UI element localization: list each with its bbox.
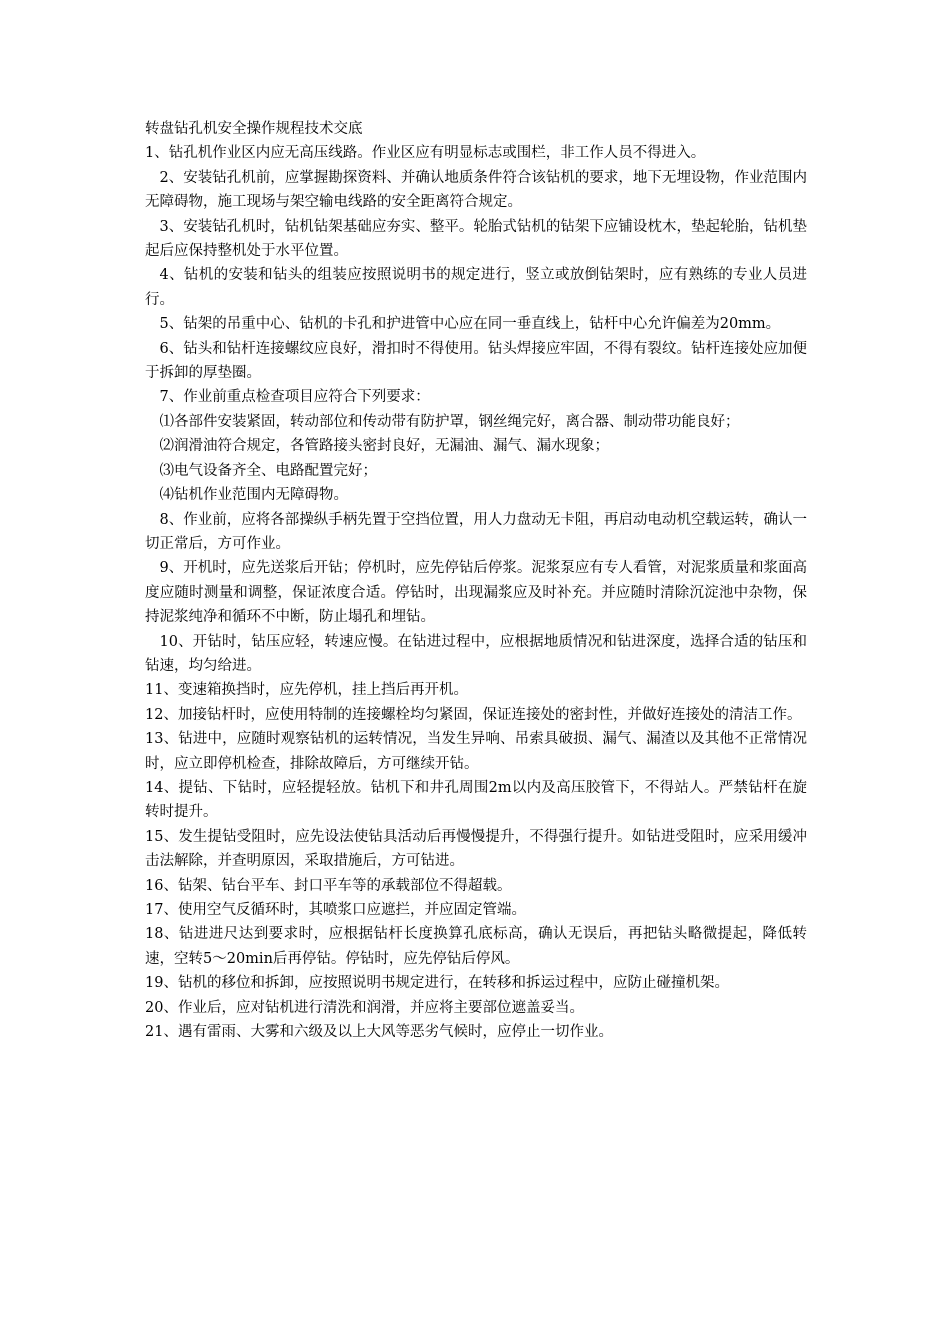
document-title: 转盘钻孔机安全操作规程技术交底 <box>145 121 363 137</box>
paragraph-item: 2、安装钻孔机前，应掌握勘探资料、并确认地质条件符合该钻机的要求，地下无埋设物，作业范围内无障碍物，施工现场与架空输电线路的安全距离符合规定。 <box>145 169 807 211</box>
paragraph-item: 12、加接钻杆时，应使用特制的连接螺栓均匀紧固，保证连接处的密封性，并做好连接处的清洁工作。 <box>145 706 802 723</box>
paragraph-item: 10、开钻时，钻压应轻，转速应慢。在钻进过程中，应根据地质情况和钻进深度，选择合适的钻压和钻速，均匀给进。 <box>145 633 807 674</box>
paragraph-item: ⑶电气设备齐全、电路配置完好； <box>159 462 377 479</box>
paragraph-item: 20、作业后，应对钻机进行清洗和润滑，并应将主要部位遮盖妥当。 <box>145 999 584 1016</box>
paragraph-item: 14、提钻、下钻时，应轻提轻放。钻机下和井孔周围2m以内及高压胶管下，不得站人。严禁钻杆在旋转时提升。 <box>145 779 807 821</box>
paragraph-item: 11、变速箱换挡时，应先停机，挂上挡后再开机。 <box>145 682 468 699</box>
paragraph-item: 18、钻进进尺达到要求时，应根据钻杆长度换算孔底标高，确认无误后，再把钻头略微提起，降低转速，空转5～20min后再停钻。停钻时，应先停钻后停风。 <box>145 926 807 967</box>
paragraph-item: ⑵润滑油符合规定，各管路接头密封良好，无漏油、漏气、漏水现象； <box>159 438 609 455</box>
paragraph-item: 5、钻架的吊重中心、钻机的卡孔和护进管中心应在同一垂直线上，钻杆中心允许偏差为20mm。 <box>159 316 781 333</box>
paragraph-item: 6、钻头和钻杆连接螺纹应良好，滑扣时不得使用。钻头焊接应牢固，不得有裂纹。钻杆连接处应加便于拆卸的厚垫圈。 <box>145 340 807 382</box>
paragraph-item: 13、钻进中，应随时观察钻机的运转情况，当发生异响、吊索具破损、漏气、漏渣以及其他不正常情况时，应立即停机检查，排除故障后，方可继续开钻。 <box>145 731 807 772</box>
paragraph-item: 3、安装钻孔机时，钻机钻架基础应夯实、整平。轮胎式钻机的钻架下应铺设枕木，垫起轮胎，钻机垫起后应保持整机处于水平位置。 <box>145 218 807 260</box>
paragraph-item: 16、钻架、钻台平车、封口平车等的承载部位不得超载。 <box>145 877 512 894</box>
paragraph-item: 17、使用空气反循环时，其喷浆口应遮拦，并应固定管端。 <box>145 902 526 918</box>
paragraph-item: 19、钻机的移位和拆卸，应按照说明书规定进行，在转移和拆运过程中，应防止碰撞机架。 <box>145 975 729 992</box>
paragraph-item: ⑴各部件安装紧固，转动部位和传动带有防护罩，钢丝绳完好，离合器、制动带功能良好； <box>159 413 740 430</box>
paragraph-item: 8、作业前，应将各部操纵手柄先置于空挡位置，用人力盘动无卡阻，再启动电动机空载运转，确认一切正常后，方可作业。 <box>145 511 807 552</box>
paragraph-list <box>145 141 807 1044</box>
paragraph-item: 1、钻孔机作业区内应无高压线路。作业区应有明显标志或围栏，非工作人员不得进入。 <box>145 145 706 162</box>
paragraph-item: 7、作业前重点检查项目应符合下列要求： <box>159 389 430 406</box>
paragraph-item: 4、钻机的安装和钻头的组装应按照说明书的规定进行，竖立或放倒钻架时，应有熟练的专业人员进行。 <box>145 267 807 308</box>
document-body <box>145 117 807 1044</box>
paragraph-item: ⑷钻机作业范围内无障碍物。 <box>159 487 348 504</box>
paragraph-item: 15、发生提钻受阻时，应先设法使钻具活动后再慢慢提升，不得强行提升。如钻进受阻时，应采用缓冲击法解除，并查明原因，采取措施后，方可钻进。 <box>145 828 807 870</box>
paragraph-item: 9、开机时，应先送浆后开钻；停机时，应先停钻后停浆。泥浆泵应有专人看管，对泥浆质量和浆面高度应随时测量和调整，保证浓度合适。停钻时，出现漏浆应及时补充。并应随时清除沉淀池中杂物，保持泥浆纯净和循环不中断，防止塌孔和埋钻。 <box>145 560 807 626</box>
paragraph-item: 21、遇有雷雨、大雾和六级及以上大风等恶劣气候时，应停止一切作业。 <box>145 1024 613 1041</box>
